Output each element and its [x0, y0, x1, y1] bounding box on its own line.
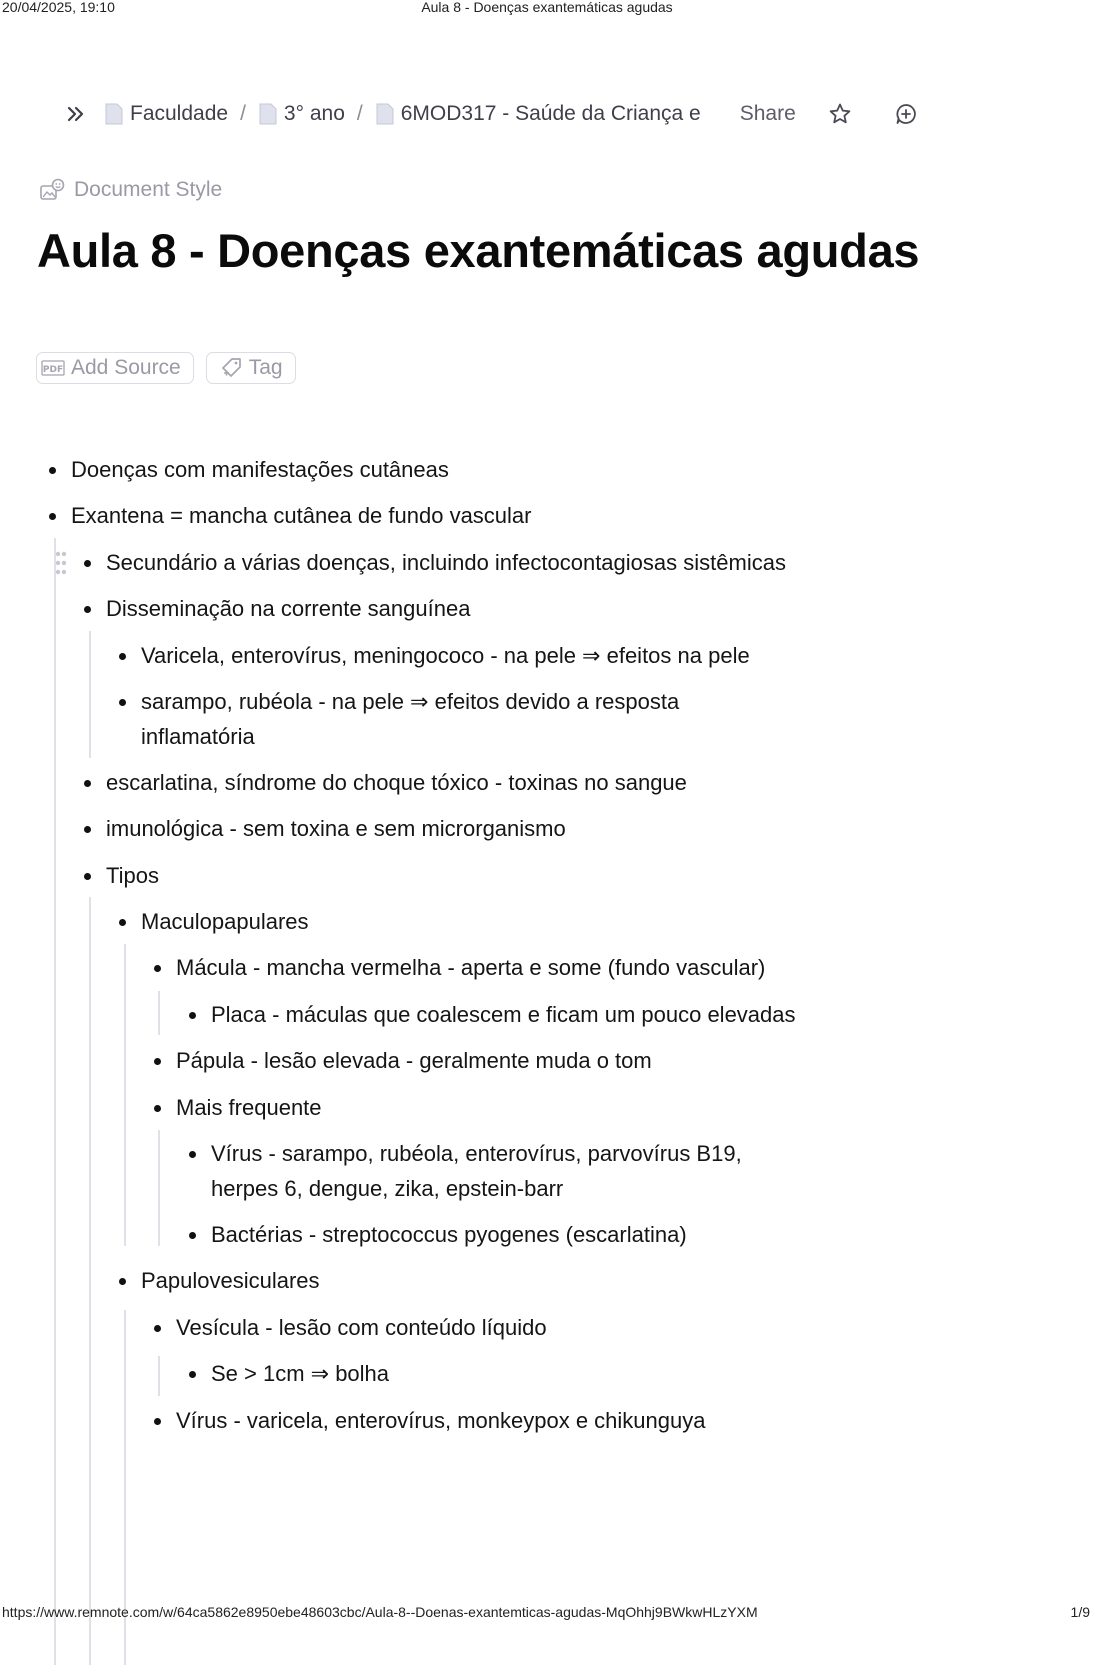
share-button[interactable]: Share	[739, 102, 796, 125]
double-chevron-right-icon	[66, 105, 86, 123]
add-source-button[interactable]	[36, 352, 194, 384]
indent-guide	[158, 1130, 160, 1246]
list-item[interactable]: Vírus - varicela, enterovírus, monkeypox e chikunguya	[176, 1403, 705, 1438]
print-url: https://www.remnote.com/w/64ca5862e8950ebe48603cbc/Aula-8--Doenas-exantemticas-agudas-MqOhhj9BWkwHLzYXM	[2, 1604, 758, 1620]
document-style-button[interactable]	[40, 178, 222, 202]
document-style-label: Document Style	[74, 178, 223, 201]
tag-icon	[221, 357, 243, 379]
breadcrumb-item-6mod317[interactable]	[375, 102, 706, 126]
indent-guide	[89, 897, 91, 1665]
list-item[interactable]: Tipos	[106, 858, 159, 893]
breadcrumb-separator: /	[356, 102, 363, 125]
list-item[interactable]: Vírus - sarampo, rubéola, enterovírus, parvovírus B19, herpes 6, dengue, zika, epstein-barr	[211, 1136, 742, 1206]
tag-button[interactable]	[206, 352, 296, 384]
list-item[interactable]: sarampo, rubéola - na pele ⇒ efeitos devido a resposta inflamatória	[141, 684, 679, 754]
add-source-label: Add Source	[71, 356, 181, 379]
list-item[interactable]: Pápula - lesão elevada - geralmente muda o tom	[176, 1043, 652, 1078]
top-bar	[60, 96, 980, 132]
list-item[interactable]: Mácula - mancha vermelha - aperta e some (fundo vascular)	[176, 950, 765, 985]
pdf-icon	[41, 357, 65, 379]
document-style-icon	[40, 178, 66, 202]
list-item[interactable]: imunológica - sem toxina e sem microrganismo	[106, 811, 566, 846]
print-datetime: 20/04/2025, 19:10	[2, 0, 115, 15]
print-footer	[0, 1604, 1094, 1627]
list-item[interactable]: Varicela, enterovírus, meningococo - na pele ⇒ efeitos na pele	[141, 638, 750, 673]
favorite-button[interactable]	[828, 102, 852, 126]
breadcrumb-item-faculdade[interactable]	[104, 102, 228, 126]
indent-guide	[158, 991, 160, 1035]
document-icon	[104, 102, 124, 126]
list-item[interactable]: escarlatina, síndrome do choque tóxico - toxinas no sangue	[106, 765, 687, 800]
breadcrumb-label: 3° ano	[283, 102, 345, 125]
tag-label: Tag	[248, 356, 283, 379]
indent-guide	[158, 1356, 160, 1396]
print-header	[0, 0, 1094, 20]
document-icon	[258, 102, 278, 126]
breadcrumb-item-3-ano[interactable]	[258, 102, 345, 126]
breadcrumb-label: Faculdade	[130, 102, 229, 125]
indent-guide	[54, 538, 56, 1665]
add-comment-icon	[894, 102, 918, 126]
list-item[interactable]: Doenças com manifestações cutâneas	[71, 452, 449, 487]
add-comment-button[interactable]	[894, 102, 918, 126]
expand-sidebar-button[interactable]	[60, 105, 92, 123]
list-item[interactable]: Vesícula - lesão com conteúdo líquido	[176, 1310, 547, 1345]
indent-guide	[89, 631, 91, 758]
list-item[interactable]: Maculopapulares	[141, 904, 309, 939]
breadcrumb-separator: /	[240, 102, 246, 125]
document-actions	[36, 352, 308, 384]
list-item[interactable]: Papulovesiculares	[141, 1263, 320, 1298]
document-icon	[375, 102, 395, 126]
list-item[interactable]: Se > 1cm ⇒ bolha	[211, 1356, 389, 1391]
page-title[interactable]: Aula 8 - Doenças exantemáticas agudas	[37, 224, 920, 277]
print-page-number: 1/9	[1070, 1604, 1090, 1620]
drag-handle-icon[interactable]	[54, 550, 68, 576]
list-item[interactable]: Placa - máculas que coalescem e ficam um pouco elevadas	[211, 997, 796, 1032]
list-item[interactable]: Mais frequente	[176, 1090, 322, 1125]
list-item[interactable]: Disseminação na corrente sanguínea	[106, 591, 470, 626]
breadcrumb-label: 6MOD317 - Saúde da Criança e	[400, 102, 701, 125]
list-item[interactable]: Secundário a várias doenças, incluindo infectocontagiosas sistêmicas	[106, 545, 786, 580]
list-item[interactable]: Exantena = mancha cutânea de fundo vascular	[71, 498, 532, 533]
list-item[interactable]: Bactérias - streptococcus pyogenes (escarlatina)	[211, 1217, 687, 1252]
indent-guide	[124, 944, 126, 1246]
print-page-title: Aula 8 - Doenças exantemáticas agudas	[421, 0, 673, 15]
svg-text:PDF: PDF	[42, 365, 64, 375]
star-icon	[828, 102, 852, 126]
